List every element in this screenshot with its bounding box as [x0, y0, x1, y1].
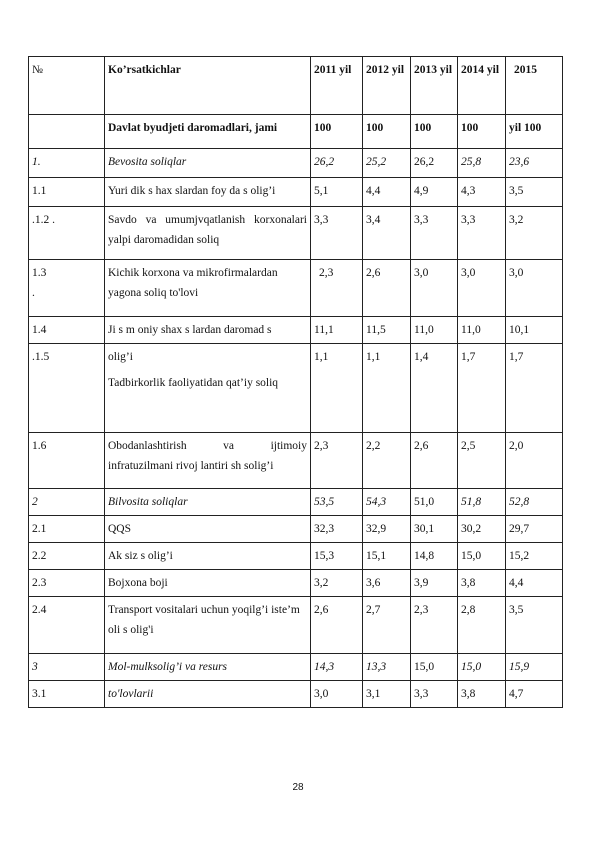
- table-row: [29, 570, 563, 597]
- value-2012: 54,3: [363, 489, 411, 516]
- value-2015: 15,9: [506, 654, 563, 681]
- value-2014: 4,3: [458, 178, 506, 207]
- table-row: [29, 149, 563, 178]
- row-num: 2.3: [29, 570, 105, 597]
- row-label: Yuri dik s hax slardan foy da s olig’i: [105, 178, 311, 207]
- header-2011: 2011 yil: [311, 57, 363, 115]
- header-2015: 2015: [506, 57, 563, 115]
- value-2012: 13,3: [363, 654, 411, 681]
- total-num: [29, 115, 105, 149]
- total-2014: 100: [458, 115, 506, 149]
- value-2012: 3,6: [363, 570, 411, 597]
- row-label: Savdo va umumjvqatlanish korxonalari yalpi daromadidan soliq: [105, 207, 311, 260]
- row-num: .1.5: [29, 344, 105, 433]
- row-label: to'lovlarii: [105, 681, 311, 708]
- value-2015: 2,0: [506, 433, 563, 489]
- value-2015: 23,6: [506, 149, 563, 178]
- budget-revenue-table: [28, 56, 563, 708]
- header-row: [29, 57, 563, 115]
- value-2013: 26,2: [411, 149, 458, 178]
- header-2013: 2013 yil: [411, 57, 458, 115]
- table-row: [29, 654, 563, 681]
- value-2011: 15,3: [311, 543, 363, 570]
- value-2014: 2,5: [458, 433, 506, 489]
- value-2011: 3,3: [311, 207, 363, 260]
- row-label: Bilvosita soliqlar: [105, 489, 311, 516]
- value-2013: 3,0: [411, 260, 458, 317]
- value-2015: 3,5: [506, 597, 563, 654]
- value-2013: 1,4: [411, 344, 458, 433]
- value-2011: 14,3: [311, 654, 363, 681]
- value-2014: 3,8: [458, 570, 506, 597]
- row-num: 1.: [29, 149, 105, 178]
- row-num-mark: .: [32, 287, 35, 299]
- row-label: Ak siz s olig’i: [105, 543, 311, 570]
- value-2014: 3,3: [458, 207, 506, 260]
- row-label-line1: olig’i: [108, 351, 133, 363]
- value-2013: 2,6: [411, 433, 458, 489]
- value-2013: 51,0: [411, 489, 458, 516]
- row-num: .1.2 .: [29, 207, 105, 260]
- value-2012: 4,4: [363, 178, 411, 207]
- table-row: [29, 178, 563, 207]
- table-row: [29, 681, 563, 708]
- value-2014: 15,0: [458, 654, 506, 681]
- value-2011: 32,3: [311, 516, 363, 543]
- value-2015: 4,4: [506, 570, 563, 597]
- table-row: [29, 317, 563, 344]
- value-2013: 11,0: [411, 317, 458, 344]
- value-2011: 2,3: [311, 433, 363, 489]
- value-2014: 3,0: [458, 260, 506, 317]
- value-2012: 15,1: [363, 543, 411, 570]
- table-row: [29, 489, 563, 516]
- value-2013: 3,3: [411, 207, 458, 260]
- value-2011: 3,0: [311, 681, 363, 708]
- value-2011: 2,6: [311, 597, 363, 654]
- page-number: 28: [292, 782, 304, 793]
- table-row: [29, 543, 563, 570]
- row-num-main: 1.3: [32, 267, 47, 279]
- table-row: [29, 433, 563, 489]
- value-2013: 15,0: [411, 654, 458, 681]
- value-2011: 3,2: [311, 570, 363, 597]
- row-label: Kichik korxona va mikrofirmalardan yagona soliq to'lovi: [105, 260, 311, 317]
- value-2013: 14,8: [411, 543, 458, 570]
- value-2011: 2,3: [311, 260, 363, 317]
- value-2012: 2,2: [363, 433, 411, 489]
- header-indicators: Ko’rsatkichlar: [105, 57, 311, 115]
- value-2012: 32,9: [363, 516, 411, 543]
- value-2012: 25,2: [363, 149, 411, 178]
- row-num: 2: [29, 489, 105, 516]
- total-2011: 100: [311, 115, 363, 149]
- value-2014: 25,8: [458, 149, 506, 178]
- value-2015: 3,5: [506, 178, 563, 207]
- value-2013: 3,9: [411, 570, 458, 597]
- table-row: [29, 516, 563, 543]
- value-2011: 11,1: [311, 317, 363, 344]
- value-2014: 2,8: [458, 597, 506, 654]
- row-label: Bojxona boji: [105, 570, 311, 597]
- value-2012: 3,4: [363, 207, 411, 260]
- value-2011: 5,1: [311, 178, 363, 207]
- table-row: [29, 260, 563, 317]
- value-2012: 11,5: [363, 317, 411, 344]
- value-2012: 1,1: [363, 344, 411, 433]
- row-label-line2: Tadbirkorlik faoliyatidan qat’iy soliq: [108, 377, 279, 389]
- value-2012: 2,6: [363, 260, 411, 317]
- total-label: Davlat byudjeti daromadlari, jami: [105, 115, 311, 149]
- row-num: 2.2: [29, 543, 105, 570]
- row-num: [29, 260, 105, 317]
- row-label: Transport vositalari uchun yoqilg’i iste’m oli s olig'i: [105, 597, 311, 654]
- value-2015: 10,1: [506, 317, 563, 344]
- value-2013: 30,1: [411, 516, 458, 543]
- value-2014: 30,2: [458, 516, 506, 543]
- value-2014: 1,7: [458, 344, 506, 433]
- value-2015: 1,7: [506, 344, 563, 433]
- header-2014: 2014 yil: [458, 57, 506, 115]
- value-2011: 1,1: [311, 344, 363, 433]
- value-2013: 4,9: [411, 178, 458, 207]
- value-2015: 29,7: [506, 516, 563, 543]
- row-label: Mol-mulksolig’i va resurs: [105, 654, 311, 681]
- header-num: №: [29, 57, 105, 115]
- value-2011: 26,2: [311, 149, 363, 178]
- value-2015: 3,0: [506, 260, 563, 317]
- row-label: QQS: [105, 516, 311, 543]
- value-2013: 2,3: [411, 597, 458, 654]
- row-label: Obodanlashtirish va ijtimoiy infratuzilmani rivoj lantiri sh solig’i: [105, 433, 311, 489]
- header-2012: 2012 yil: [363, 57, 411, 115]
- total-row: [29, 115, 563, 149]
- value-2014: 11,0: [458, 317, 506, 344]
- row-num: 1.6: [29, 433, 105, 489]
- row-num: 1.4: [29, 317, 105, 344]
- value-2013: 3,3: [411, 681, 458, 708]
- value-2011: 53,5: [311, 489, 363, 516]
- row-num: 3.1: [29, 681, 105, 708]
- value-2014: 15,0: [458, 543, 506, 570]
- total-2012: 100: [363, 115, 411, 149]
- row-num: 1.1: [29, 178, 105, 207]
- row-num: 3: [29, 654, 105, 681]
- table-row: [29, 207, 563, 260]
- row-num: 2.4: [29, 597, 105, 654]
- value-2015: 15,2: [506, 543, 563, 570]
- table-row: [29, 344, 563, 433]
- value-2012: 2,7: [363, 597, 411, 654]
- row-label: Bevosita soliqlar: [105, 149, 311, 178]
- value-2012: 3,1: [363, 681, 411, 708]
- total-2015: yil 100: [506, 115, 563, 149]
- row-num: 2.1: [29, 516, 105, 543]
- value-2015: 3,2: [506, 207, 563, 260]
- table-row: [29, 597, 563, 654]
- value-2015: 4,7: [506, 681, 563, 708]
- value-2014: 3,8: [458, 681, 506, 708]
- row-label: Ji s m oniy shax s lardan daromad s: [105, 317, 311, 344]
- total-2013: 100: [411, 115, 458, 149]
- value-2014: 51,8: [458, 489, 506, 516]
- value-2015: 52,8: [506, 489, 563, 516]
- row-label: [105, 344, 311, 433]
